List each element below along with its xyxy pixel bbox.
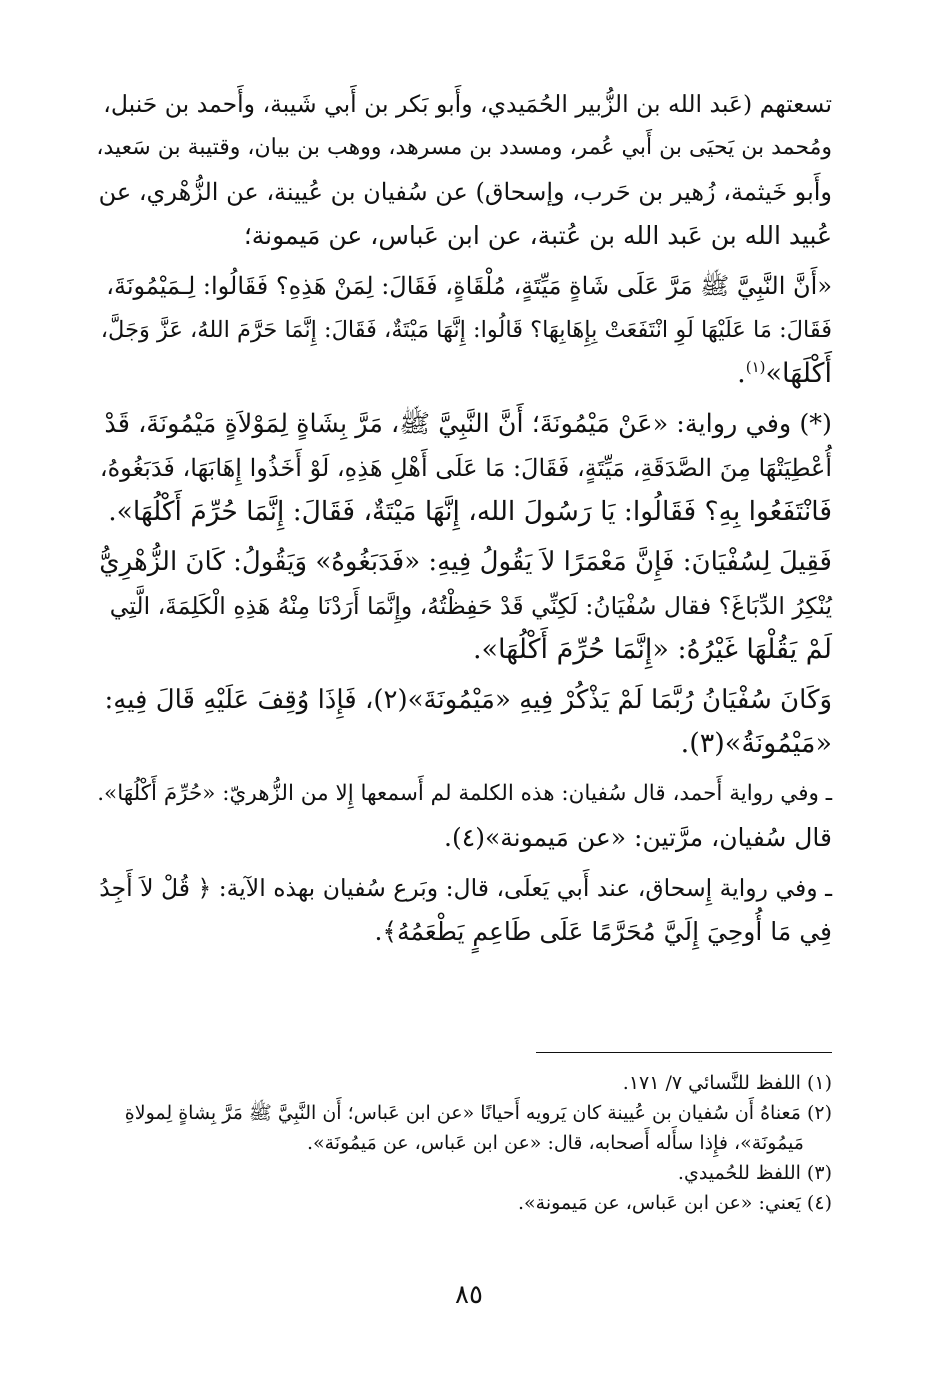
hadith-text-paragraph <box>96 264 832 396</box>
footnote-divider <box>536 1052 832 1053</box>
main-text <box>96 82 832 954</box>
text-fragment: . <box>737 358 746 389</box>
maymuna-mention-paragraph <box>96 678 832 766</box>
page-number: ٨٥ <box>455 1280 483 1310</box>
text-line: «أَنَّ النَّبِيَّ ﷺ مَرَّ عَلَى شَاةٍ مَيِّتَةٍ، مُلْقَاةٍ، فَقَالَ: لِمَنْ هَذِهِ؟ فَقَالُوا: لِـمَيْمُونَةَ، <box>106 272 832 300</box>
alternate-narration-paragraph <box>96 402 832 534</box>
text-line: ومُحمد بن يَحيَى بن أَبي عُمر، ومسدد بن مسرهد، ووهب بن بيان، وقتيبة بن سَعيد، <box>96 135 832 160</box>
text-line: فِي مَا أُوحِيَ إِلَيَّ مُحَرَّمًا عَلَى طَاعِمٍ يَطْعَمُهُ﴾. <box>374 917 832 946</box>
text-line: لَمْ يَقُلْهَا غَيْرُهُ: «إِنَّمَا حُرِّمَ أَكْلُهَا». <box>472 634 832 665</box>
text-fragment: أَكْلَهَا» <box>765 358 832 389</box>
text-line: فَانْتَفَعُوا بِهِ؟ فَقَالُوا: يَا رَسُولَ الله، إِنَّهَا مَيْتَةٌ، فَقَالَ: إِنَّمَا حُرِّمَ أَكْلُهَا». <box>108 496 832 527</box>
footnote-4: (٤) يَعني: «عن ابن عَباس، عن مَيمونة». <box>517 1192 832 1214</box>
footnote-1: (١) اللفظ للنَّسائي ٧/ ١٧١. <box>622 1072 832 1094</box>
ahmad-narration-paragraph <box>96 772 832 860</box>
ishaq-narration-paragraph <box>96 866 832 954</box>
footnote-2-continuation: مَيمُونَة»، فإِذا سأَله أَصحابه، قال: «عن ابن عَباس، عن مَيمُونَة». <box>306 1132 804 1154</box>
text-line: عُبيد الله بن عَبد الله بن عُتبة، عن ابن عَباس، عن مَيمونة؛ <box>243 221 832 250</box>
text-line: ـ وفي رواية أَحمد، قال سُفيان: هذه الكلمة لم أَسمعها إِلا من الزُّهريّ: «حُرِّمَ أَكْلُهَا». <box>97 781 832 806</box>
text-line: أُعْطِيَتْهَا مِنَ الصَّدَقَةِ، مَيِّتَةٍ، فَقَالَ: مَا عَلَى أَهْلِ هَذِهِ، لَوْ أَخَذُوا إِهَابَهَا، فَدَبَغُوهُ، <box>99 454 832 482</box>
text-line: فَقَالَ: مَا عَلَيْهَا لَوِ انْتَفَعَتْ بِإِهَابِهَا؟ قَالُوا: إِنَّهَا مَيْتَةٌ، فَقَالَ: إِنَّمَا حَرَّمَ اللهُ، عَزَّ وَجَلَّ، <box>100 317 832 343</box>
text-line: فَقِيلَ لِسُفْيَانَ: فَإِنَّ مَعْمَرًا لاَ يَقُولُ فِيهِ: «فَدَبَغُوهُ» وَيَقُولُ: كَانَ الزُّهْرِيُّ <box>99 547 832 577</box>
footnote-3: (٣) اللفظ للحُميدي. <box>677 1162 832 1184</box>
chain-of-narration-paragraph <box>96 82 832 258</box>
text-line: «مَيْمُونَةُ»(٣). <box>680 728 832 759</box>
footnote-2: (٢) مَعناهُ أَن سُفيان بن عُيينة كان يَرويه أَحيانًا «عن ابن عَباس؛ أَن النَّبِيَّ ﷺ مَرَّ بِشاةٍ لِمولاةِ <box>124 1102 832 1124</box>
text-line: قال سُفيان، مرَّتين: «عن مَيمونة»(٤). <box>444 823 832 852</box>
text-line: تسعتهم (عَبد الله بن الزُّبير الحُمَيدي، وأَبو بَكر بن أَبي شَيبة، وأَحمد بن حَنبل، <box>103 90 832 118</box>
text-line: يُنْكِرُ الدِّبَاغَ؟ فقال سُفْيَانُ: لَكِنِّي قَدْ حَفِظْتُهُ، وإِنَّمَا أَرَدْنَا مِنْهُ هَذِهِ الْكَلِمَةَ، الَّتِي <box>109 592 832 620</box>
text-line: وأَبو خَيثمة، زُهير بن حَرب، وإسحاق) عن سُفيان بن عُيينة، عن الزُّهْري، عن <box>98 178 832 206</box>
text-line: وَكَانَ سُفْيَانُ رُبَّمَا لَمْ يَذْكُرْ فِيهِ «مَيْمُونَةَ»(٢)، فَإِذَا وُقِفَ عَلَيْهِ قَالَ فِيهِ: <box>104 685 832 715</box>
text-line: (*) وفي رواية: «عَنْ مَيْمُونَةَ؛ أَنَّ النَّبِيَّ ﷺ، مَرَّ بِشَاةٍ لِمَوْلاَةٍ مَيْمُونَةَ، قَدْ <box>104 409 832 439</box>
footnotes <box>96 1068 832 1218</box>
text-line: ـ وفي رواية إِسحاق، عند أَبي يَعلَى، قال: وبَرع سُفيان بهذه الآية: ﴿ قُلْ لاَ أَجِدُ <box>99 874 832 902</box>
sufyan-comment-paragraph <box>96 540 832 672</box>
footnote-reference[interactable]: (١) <box>745 358 766 376</box>
text-line <box>96 352 832 396</box>
